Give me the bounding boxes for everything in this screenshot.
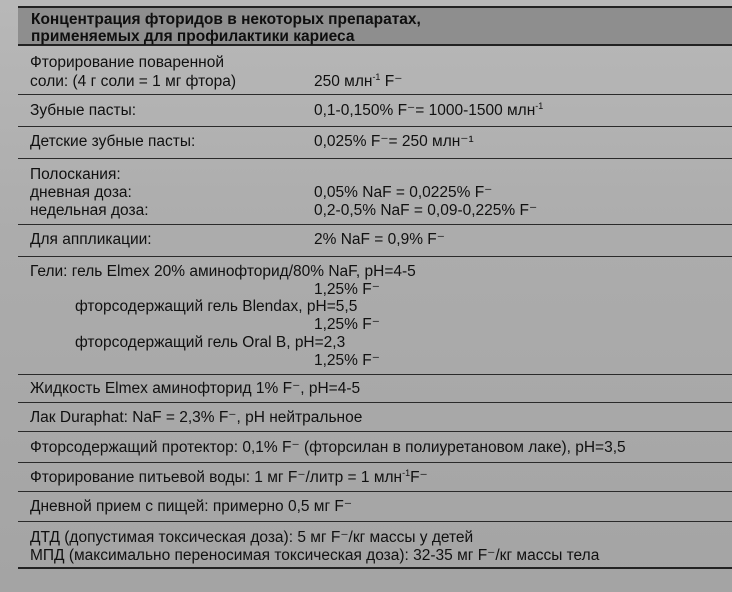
salt-label-1: Фторирование поваренной bbox=[30, 54, 225, 71]
liquid-text: Жидкость Elmex аминофторид 1% F⁻, pH=4-5 bbox=[30, 380, 361, 397]
table-title bbox=[18, 6, 732, 46]
title-line-2: применяемых для профилактики кариеса bbox=[31, 28, 355, 45]
row-salt bbox=[18, 48, 732, 95]
water-text: Фторирование питьевой воды: 1 мг F⁻/литр = 1 млн$^{-1}$F⁻ bbox=[30, 468, 428, 486]
daily-food-text: Дневной прием с пищей: примерно 0,5 мг F⁻ bbox=[30, 498, 353, 515]
row-daily-food bbox=[18, 492, 732, 522]
row-rinse bbox=[18, 159, 732, 225]
kids-paste-label: Детские зубные пасты: bbox=[30, 133, 196, 150]
varnish-text: Лак Duraphat: NaF = 2,3% F⁻, pH нейтральное bbox=[30, 409, 363, 426]
kids-paste-value: 0,025% F⁻= 250 млн⁻¹ bbox=[314, 133, 474, 150]
application-value: 2% NaF = 0,9% F⁻ bbox=[314, 231, 445, 248]
row-protector bbox=[18, 432, 732, 463]
gels-line-2: 1,25% F⁻ bbox=[314, 281, 380, 298]
salt-value: 250 млн$^{-1}$ F⁻ bbox=[314, 72, 403, 90]
row-toothpaste bbox=[18, 95, 732, 127]
protector-text: Фторсодержащий протектор: 0,1% F⁻ (фторсилан в полиуретановом лаке), pH=3,5 bbox=[30, 439, 626, 456]
row-liquid bbox=[18, 375, 732, 403]
toothpaste-value: 0,1-0,150% F⁻= 1000-1500 млн$^{-1}$ bbox=[314, 101, 544, 119]
gels-line-5: фторсодержащий гель Oral B, pH=2,3 bbox=[75, 334, 346, 351]
application-label: Для аппликации: bbox=[30, 231, 152, 248]
salt-label-2: соли: (4 г соли = 1 мг фтора) bbox=[30, 73, 237, 90]
row-kids-paste bbox=[18, 127, 732, 159]
toxic-line-1: ДТД (допустимая токсическая доза): 5 мг F⁻/кг массы у детей bbox=[30, 529, 474, 546]
row-water bbox=[18, 463, 732, 492]
gels-line-3: фторсодержащий гель Blendax, pH=5,5 bbox=[75, 298, 358, 315]
fluoride-table bbox=[18, 48, 732, 569]
rinse-daily-label: дневная доза: bbox=[30, 184, 132, 201]
rinse-weekly-value: 0,2-0,5% NaF = 0,09-0,225% F⁻ bbox=[314, 202, 538, 219]
toxic-line-2: МПД (максимально переносимая токсическая доза): 32-35 мг F⁻/кг массы тела bbox=[30, 547, 600, 564]
title-line-1: Концентрация фторидов в некоторых препаратах, bbox=[31, 11, 421, 28]
toothpaste-label: Зубные пасты: bbox=[30, 102, 137, 119]
gels-line-4: 1,25% F⁻ bbox=[314, 316, 380, 333]
gels-line-1: Гели: гель Elmex 20% аминофторид/80% NaF, pH=4-5 bbox=[30, 263, 416, 280]
gels-line-6: 1,25% F⁻ bbox=[314, 352, 380, 369]
row-application bbox=[18, 225, 732, 257]
rinse-weekly-label: недельная доза: bbox=[30, 202, 149, 219]
row-varnish bbox=[18, 403, 732, 432]
rinse-daily-value: 0,05% NaF = 0,0225% F⁻ bbox=[314, 184, 493, 201]
rinse-label: Полоскания: bbox=[30, 166, 121, 183]
row-gels bbox=[18, 257, 732, 375]
row-toxic bbox=[18, 522, 732, 569]
